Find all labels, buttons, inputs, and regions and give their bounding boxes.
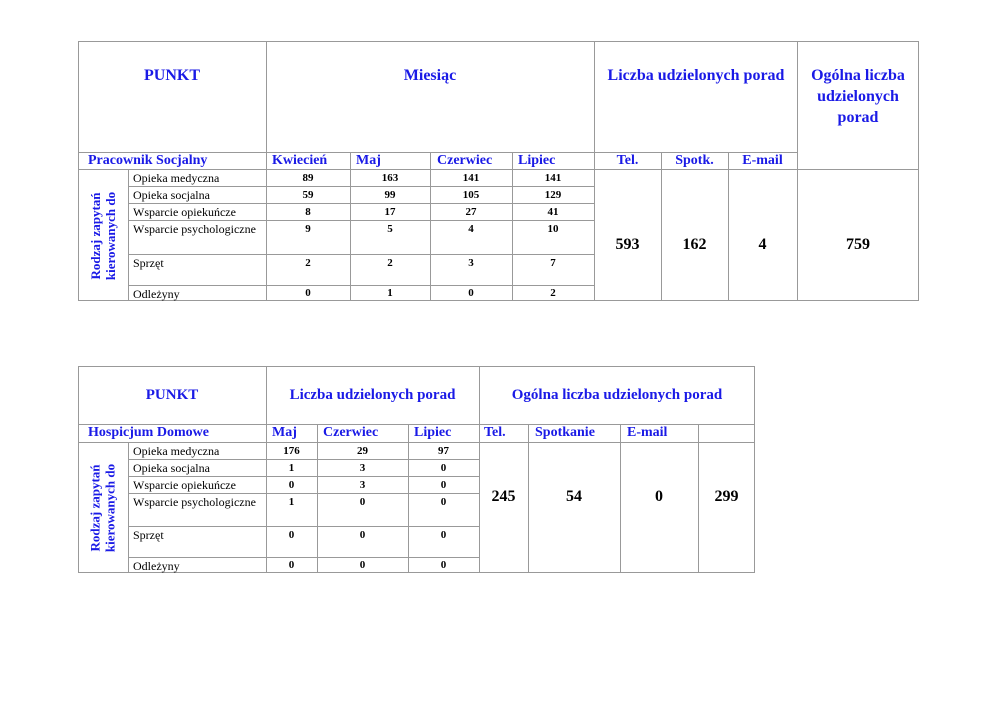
category-label: Opieka medyczna	[133, 171, 220, 185]
category-label: Sprzęt	[133, 528, 164, 542]
header-liczba-porad: Liczba udzielonych porad	[607, 67, 785, 84]
header-liczba-porad: Liczba udzielonych porad	[289, 387, 456, 403]
value-cell: 99	[384, 189, 396, 201]
overall-total: 299	[714, 488, 739, 505]
category-label: Odleżyny	[133, 287, 180, 301]
month-header: Lipiec	[518, 153, 556, 168]
category-label: Odleżyny	[133, 559, 180, 573]
contact-header: Spotkanie	[535, 425, 595, 440]
unit-label: Hospicjum Domowe	[88, 425, 209, 440]
total-spotk: 162	[682, 236, 707, 253]
row-type-label	[88, 443, 120, 574]
value-cell: 2	[387, 257, 393, 269]
category-label: Wsparcie psychologiczne	[133, 495, 256, 509]
value-cell: 59	[302, 189, 314, 201]
value-cell: 7	[550, 257, 556, 269]
value-cell: 8	[305, 206, 311, 218]
value-cell: 4	[468, 223, 474, 235]
value-cell: 129	[544, 189, 562, 201]
header-ogolna-liczba: Ogólna liczba udzielonych porad	[511, 387, 723, 403]
value-cell: 0	[288, 479, 295, 491]
value-cell: 105	[462, 189, 480, 201]
value-cell: 0	[305, 287, 311, 299]
row-type-label-text: Rodzaj zapytań kierowanych do	[88, 191, 118, 281]
contact-header: Tel.	[484, 425, 506, 440]
value-cell: 0	[359, 529, 366, 541]
category-label: Opieka socjalna	[133, 461, 210, 475]
category-label: Wsparcie opiekuńcze	[133, 205, 236, 219]
category-label: Wsparcie opiekuńcze	[133, 478, 236, 492]
header-punkt: PUNKT	[145, 387, 199, 403]
value-cell: 0	[440, 496, 447, 508]
contact-header: E-mail	[627, 425, 668, 440]
category-label: Wsparcie psychologiczne	[133, 222, 256, 236]
row-type-label	[88, 170, 120, 302]
month-header: Lipiec	[414, 425, 452, 440]
month-header: Czerwiec	[437, 153, 493, 168]
header-punkt: PUNKT	[144, 67, 200, 84]
total-spotkanie: 54	[566, 488, 582, 505]
value-cell: 141	[462, 172, 480, 184]
value-cell: 97	[438, 445, 449, 457]
row-type-label-text: Rodzaj zapytań kierowanych do	[87, 463, 118, 553]
overall-total: 759	[846, 236, 870, 253]
value-cell: 0	[359, 496, 366, 508]
unit-label: Pracownik Socjalny	[88, 153, 208, 168]
total-tel: 593	[615, 236, 640, 253]
value-cell: 163	[381, 172, 399, 184]
value-cell: 0	[468, 287, 474, 299]
header-miesiac: Miesiąc	[403, 67, 457, 84]
value-cell: 29	[357, 445, 368, 457]
value-cell: 0	[440, 529, 447, 541]
category-label: Opieka medyczna	[133, 444, 220, 458]
value-cell: 176	[283, 445, 300, 457]
value-cell: 17	[384, 206, 396, 218]
value-cell: 0	[288, 559, 295, 571]
value-cell: 0	[359, 559, 366, 571]
total-email: 4	[758, 236, 767, 253]
value-cell: 27	[465, 206, 477, 218]
contact-header: E-mail	[742, 153, 783, 168]
value-cell: 9	[305, 223, 311, 235]
contact-header: Tel.	[616, 153, 639, 168]
value-cell: 0	[440, 462, 447, 474]
value-cell: 1	[288, 496, 295, 508]
value-cell: 0	[440, 479, 447, 491]
contact-header: Spotk.	[675, 153, 714, 168]
value-cell: 2	[305, 257, 311, 269]
total-email: 0	[655, 488, 663, 505]
total-tel: 245	[491, 488, 516, 505]
value-cell: 1	[387, 287, 393, 299]
value-cell: 3	[359, 479, 366, 491]
value-cell: 141	[544, 172, 562, 184]
header-ogolna-liczba: Ogólna liczba udzielonych porad	[811, 67, 905, 126]
value-cell: 1	[288, 462, 295, 474]
value-cell: 0	[440, 559, 447, 571]
value-cell: 89	[302, 172, 314, 184]
value-cell: 10	[547, 223, 559, 235]
value-cell: 3	[468, 257, 474, 269]
value-cell: 2	[550, 287, 556, 299]
month-header: Czerwiec	[323, 425, 379, 440]
value-cell: 5	[387, 223, 393, 235]
value-cell: 41	[547, 206, 559, 218]
category-label: Opieka socjalna	[133, 188, 210, 202]
month-header: Maj	[356, 153, 381, 168]
value-cell: 0	[288, 529, 295, 541]
month-header: Maj	[272, 425, 297, 440]
category-label: Sprzęt	[133, 256, 164, 270]
month-header: Kwiecień	[272, 153, 328, 168]
value-cell: 3	[359, 462, 366, 474]
